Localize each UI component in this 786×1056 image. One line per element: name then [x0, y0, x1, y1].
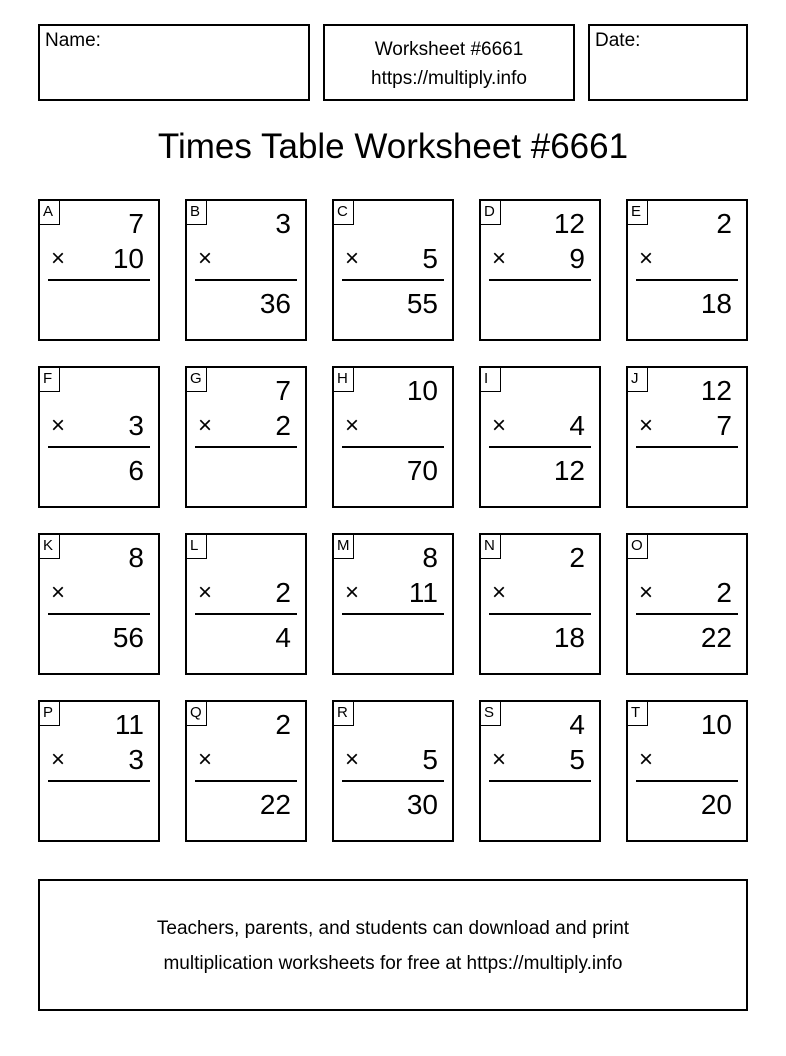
problem-letter: G: [187, 368, 207, 392]
problem-letter: H: [334, 368, 354, 392]
product: 22: [700, 622, 732, 653]
times-sign: ×: [345, 245, 360, 272]
top-factor: 2: [275, 709, 291, 740]
times-sign: ×: [51, 412, 66, 439]
top-factor: 3: [275, 208, 291, 239]
problem-letter: S: [481, 702, 501, 726]
bottom-factor: 2: [275, 577, 291, 608]
problem-card[interactable]: [332, 199, 454, 341]
worksheet-info-box: [323, 24, 575, 101]
problem-letter: F: [40, 368, 60, 392]
problem-letter: N: [481, 535, 501, 559]
product: 4: [275, 622, 291, 653]
bottom-factor: 7: [716, 410, 732, 441]
answer-rule: [489, 279, 591, 281]
answer-rule: [48, 279, 150, 281]
times-sign: ×: [198, 746, 213, 773]
answer-rule: [195, 446, 297, 448]
name-box[interactable]: [38, 24, 310, 101]
times-sign: ×: [639, 412, 654, 439]
product: 20: [700, 789, 732, 820]
times-sign: ×: [345, 746, 360, 773]
answer-rule: [342, 780, 444, 782]
problem-letter: E: [628, 201, 648, 225]
answer-rule: [489, 613, 591, 615]
top-factor: 12: [700, 375, 732, 406]
product: 6: [128, 455, 144, 486]
problem-card[interactable]: [479, 700, 601, 842]
product: 36: [259, 288, 291, 319]
top-factor: 10: [700, 709, 732, 740]
problem-letter: K: [40, 535, 60, 559]
top-factor: 11: [114, 709, 144, 740]
answer-rule: [48, 613, 150, 615]
problem-card[interactable]: [332, 533, 454, 675]
problem-letter: D: [481, 201, 501, 225]
problem-letter: C: [334, 201, 354, 225]
bottom-factor: 5: [569, 744, 585, 775]
problem-card[interactable]: [626, 366, 748, 508]
problem-letter: J: [628, 368, 648, 392]
answer-rule: [489, 446, 591, 448]
product: 18: [553, 622, 585, 653]
problem-card[interactable]: [479, 533, 601, 675]
top-factor: 8: [128, 542, 144, 573]
problem-card[interactable]: [626, 533, 748, 675]
bottom-factor: 2: [716, 577, 732, 608]
problem-card[interactable]: [479, 199, 601, 341]
product: 56: [112, 622, 144, 653]
bottom-factor: 9: [569, 243, 585, 274]
bottom-factor: 3: [128, 410, 144, 441]
top-factor: 8: [422, 542, 438, 573]
answer-rule: [195, 613, 297, 615]
answer-rule: [636, 446, 738, 448]
top-factor: 7: [128, 208, 144, 239]
problem-card[interactable]: [479, 366, 601, 508]
footer-line-2: multiplication worksheets for free at https://multiply.info: [163, 953, 623, 974]
problem-letter: I: [481, 368, 501, 392]
problem-card[interactable]: [626, 700, 748, 842]
answer-rule: [342, 279, 444, 281]
name-label: Name:: [45, 30, 101, 51]
problem-card[interactable]: [185, 533, 307, 675]
times-sign: ×: [198, 412, 213, 439]
product: 12: [553, 455, 585, 486]
worksheet-id: Worksheet #6661: [374, 39, 524, 60]
problem-card[interactable]: [38, 199, 160, 341]
answer-rule: [195, 780, 297, 782]
problem-card[interactable]: [332, 366, 454, 508]
answer-rule: [48, 446, 150, 448]
top-factor: 4: [569, 709, 585, 740]
times-sign: ×: [198, 245, 213, 272]
problem-card[interactable]: [38, 533, 160, 675]
answer-rule: [636, 780, 738, 782]
problem-letter: R: [334, 702, 354, 726]
answer-rule: [636, 613, 738, 615]
answer-rule: [636, 279, 738, 281]
worksheet-url: https://multiply.info: [371, 68, 527, 89]
date-label: Date:: [595, 30, 641, 51]
problem-card[interactable]: [185, 199, 307, 341]
problem-card[interactable]: [332, 700, 454, 842]
bottom-factor: 10: [112, 243, 144, 274]
problem-letter: O: [628, 535, 648, 559]
problem-letter: L: [187, 535, 207, 559]
product: 22: [259, 789, 291, 820]
answer-rule: [195, 279, 297, 281]
times-sign: ×: [639, 746, 654, 773]
times-sign: ×: [492, 412, 507, 439]
times-sign: ×: [198, 579, 213, 606]
page-title: Times Table Worksheet #6661: [157, 127, 629, 166]
problem-card[interactable]: [626, 199, 748, 341]
answer-rule: [48, 780, 150, 782]
times-sign: ×: [51, 245, 66, 272]
bottom-factor: 5: [422, 243, 438, 274]
footer-line-1: Teachers, parents, and students can download and print: [156, 918, 630, 939]
problem-card[interactable]: [185, 700, 307, 842]
bottom-factor: 11: [408, 577, 438, 608]
product: 30: [406, 789, 438, 820]
product: 55: [406, 288, 438, 319]
top-factor: 2: [716, 208, 732, 239]
times-sign: ×: [492, 746, 507, 773]
times-sign: ×: [345, 579, 360, 606]
answer-rule: [489, 780, 591, 782]
date-box[interactable]: [588, 24, 748, 101]
product: 18: [700, 288, 732, 319]
problem-card[interactable]: [185, 366, 307, 508]
times-sign: ×: [345, 412, 360, 439]
times-sign: ×: [492, 579, 507, 606]
times-sign: ×: [51, 579, 66, 606]
top-factor: 12: [553, 208, 585, 239]
footer-box: [38, 879, 748, 1011]
bottom-factor: 5: [422, 744, 438, 775]
problem-letter: T: [628, 702, 648, 726]
bottom-factor: 4: [569, 410, 585, 441]
product: 70: [406, 455, 438, 486]
bottom-factor: 2: [275, 410, 291, 441]
problem-letter: M: [334, 535, 354, 559]
problem-card[interactable]: [38, 366, 160, 508]
times-sign: ×: [492, 245, 507, 272]
problem-letter: P: [40, 702, 60, 726]
bottom-factor: 3: [128, 744, 144, 775]
top-factor: 2: [569, 542, 585, 573]
problem-card[interactable]: [38, 700, 160, 842]
problem-letter: Q: [187, 702, 207, 726]
top-factor: 7: [275, 375, 291, 406]
times-sign: ×: [639, 579, 654, 606]
problem-letter: B: [187, 201, 207, 225]
top-factor: 10: [406, 375, 438, 406]
problem-letter: A: [40, 201, 60, 225]
times-sign: ×: [639, 245, 654, 272]
answer-rule: [342, 613, 444, 615]
times-sign: ×: [51, 746, 66, 773]
answer-rule: [342, 446, 444, 448]
